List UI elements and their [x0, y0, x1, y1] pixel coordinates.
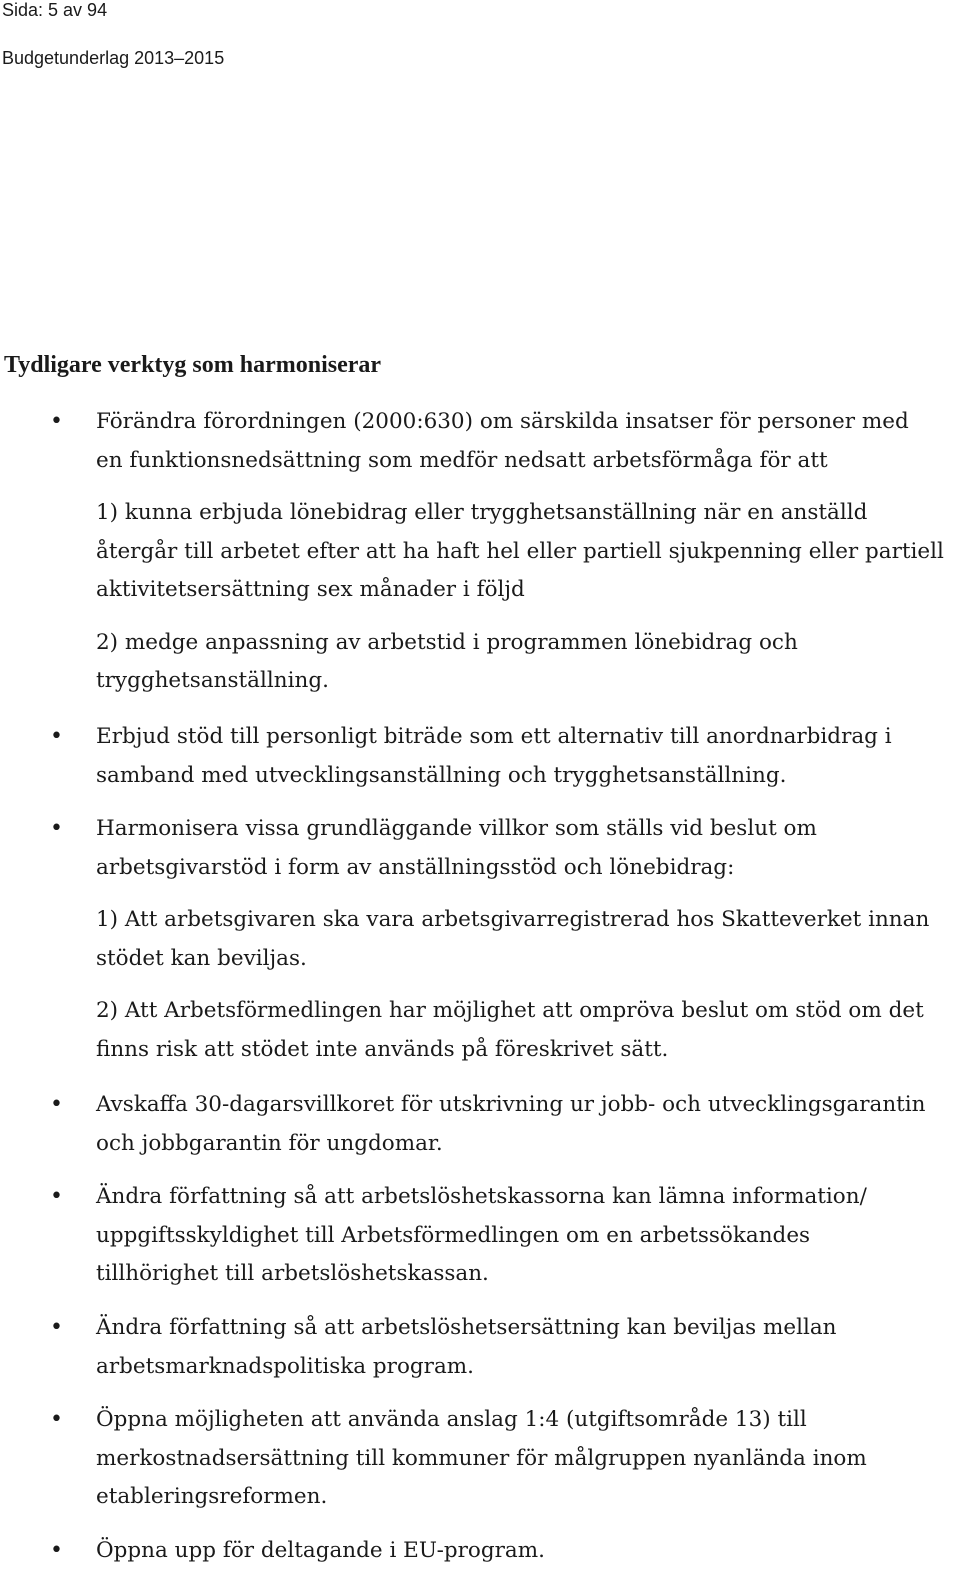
bullet-item-paragraph: [96, 403, 960, 480]
bullet-item-paragraph: [96, 1086, 960, 1163]
text-line: en funktionsnedsättning som medför nedsatt arbetsförmåga för att: [96, 447, 828, 473]
bullet-marker: •: [50, 1092, 63, 1117]
text-line: finns risk att stödet inte används på föreskrivet sätt.: [96, 1036, 669, 1062]
bullet-item-paragraph: [96, 494, 960, 610]
bullet-marker: •: [50, 409, 63, 434]
text-line: Öppna upp för deltagande i EU-program.: [96, 1538, 545, 1563]
text-line: 1) kunna erbjuda lönebidrag eller trygghetsanställning när en anställd: [96, 500, 868, 525]
text-line: aktivitetsersättning sex månader i följd: [96, 577, 525, 602]
text-line: samband med utvecklingsanställning och trygghetsanställning.: [96, 762, 787, 788]
bullet-item-paragraph: [96, 1178, 960, 1294]
text-line: Ändra författning så att arbetslöshetskassorna kan lämna information/: [96, 1184, 867, 1209]
text-line: Erbjud stöd till personligt biträde som ett alternativ till anordnarbidrag i: [96, 724, 892, 749]
text-line: återgår till arbetet efter att ha haft hel eller partiell sjukpenning eller partiell: [96, 538, 944, 564]
bullet-item-paragraph: [96, 901, 960, 978]
bullet-marker: •: [50, 724, 63, 749]
bullet-item-paragraph: [96, 1309, 960, 1386]
text-line: Avskaffa 30-dagarsvillkoret för utskrivning ur jobb- och utvecklingsgarantin: [96, 1092, 926, 1117]
text-line: trygghetsanställning.: [96, 668, 329, 693]
document-title: Budgetunderlag 2013–2015: [2, 48, 225, 68]
text-line: merkostnadsersättning till kommuner för målgruppen nyanlända inom: [96, 1445, 867, 1471]
bullet-item-paragraph: [96, 992, 960, 1069]
bullet-item-paragraph: [96, 718, 960, 795]
bullet-marker: •: [50, 1538, 63, 1563]
text-line: etableringsreformen.: [96, 1484, 328, 1509]
text-line: arbetsgivarstöd i form av anställningsstöd och lönebidrag:: [96, 854, 735, 880]
bullet-item-paragraph: [96, 810, 960, 887]
text-line: Öppna möjligheten att använda anslag 1:4 (utgiftsområde 13) till: [96, 1407, 807, 1432]
bullet-marker: •: [50, 1315, 63, 1340]
bullet-item-paragraph: [96, 1532, 960, 1571]
text-line: 2) Att Arbetsförmedlingen har möjlighet att ompröva beslut om stöd om det: [96, 998, 924, 1023]
text-line: arbetsmarknadspolitiska program.: [96, 1353, 474, 1379]
text-line: tillhörighet till arbetslöshetskassan.: [96, 1261, 489, 1286]
text-line: Förändra förordningen (2000:630) om särskilda insatser för personer med: [96, 409, 909, 434]
bullet-marker: •: [50, 1184, 63, 1209]
bullet-marker: •: [50, 816, 63, 841]
section-heading: Tydligare verktyg som harmoniserar: [4, 352, 382, 378]
text-line: Ändra författning så att arbetslöshetsersättning kan beviljas mellan: [96, 1315, 837, 1340]
text-line: 2) medge anpassning av arbetstid i programmen lönebidrag och: [96, 629, 798, 655]
bullet-item-paragraph: [96, 1401, 960, 1517]
text-line: uppgiftsskyldighet till Arbetsförmedlingen om en arbetssökandes: [96, 1222, 811, 1248]
text-line: och jobbgarantin för ungdomar.: [96, 1130, 443, 1156]
page-number: Sida: 5 av 94: [2, 0, 108, 20]
text-line: stödet kan beviljas.: [96, 945, 307, 971]
bullet-marker: •: [50, 1407, 63, 1432]
bullet-item-paragraph: [96, 624, 960, 701]
text-line: 1) Att arbetsgivaren ska vara arbetsgivarregistrerad hos Skatteverket innan: [96, 907, 930, 932]
text-line: Harmonisera vissa grundläggande villkor som ställs vid beslut om: [96, 816, 817, 841]
